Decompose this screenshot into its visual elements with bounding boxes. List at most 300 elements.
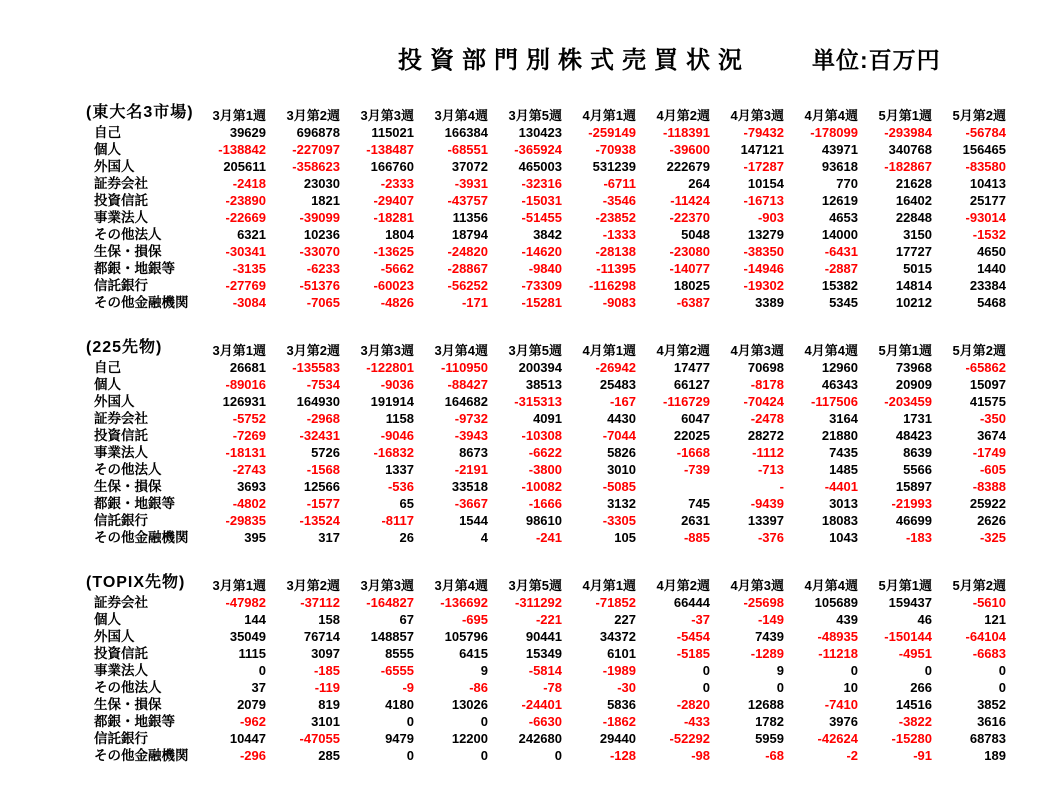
value-cell: 0 (702, 663, 710, 678)
value-cell: -605 (979, 462, 1006, 477)
value-cell: 41575 (969, 394, 1006, 409)
value-cell: -325 (979, 530, 1006, 545)
value-cell: -68 (765, 748, 784, 763)
value-cell: -1333 (602, 227, 636, 242)
value-cell: -3931 (454, 176, 488, 191)
value-cell: -22370 (669, 210, 710, 225)
value-cell: 25922 (969, 496, 1006, 511)
section-label: (TOPIX先物) (86, 574, 186, 591)
value-cell: 148857 (370, 629, 414, 644)
week-column-header: 3月第3週 (360, 578, 414, 593)
table-row (86, 662, 1012, 679)
week-column-header: 3月第1週 (212, 108, 266, 123)
value-cell: 10154 (747, 176, 784, 191)
value-cell: -39600 (669, 142, 710, 157)
value-cell: -903 (757, 210, 784, 225)
value-cell: -65862 (965, 360, 1006, 375)
value-cell: -39099 (299, 210, 340, 225)
value-cell: -293984 (884, 125, 932, 140)
week-column-header: 3月第4週 (434, 578, 488, 593)
value-cell: -128 (609, 748, 636, 763)
value-cell: 68783 (969, 731, 1006, 746)
value-cell: 12200 (451, 731, 488, 746)
value-cell: 33518 (451, 479, 488, 494)
row-label: 信託銀行 (94, 278, 148, 293)
value-cell: -14620 (521, 244, 562, 259)
week-column-header: 5月第2週 (952, 108, 1006, 123)
value-cell: 264 (688, 176, 710, 191)
table-row (86, 192, 1012, 209)
value-cell: 0 (480, 748, 488, 763)
value-cell: -10082 (521, 479, 562, 494)
value-cell: 76714 (303, 629, 340, 644)
value-cell: 65 (399, 496, 414, 511)
value-cell: 105796 (444, 629, 488, 644)
week-column-header: 5月第1週 (878, 343, 932, 358)
value-cell: 1782 (755, 714, 784, 729)
value-cell: 227 (614, 612, 636, 627)
value-cell: 15349 (525, 646, 562, 661)
value-cell: -5085 (602, 479, 636, 494)
value-cell: 18025 (673, 278, 710, 293)
value-cell: 1485 (829, 462, 858, 477)
value-cell: 23030 (303, 176, 340, 191)
section-nikkei225-futures (0, 334, 1058, 546)
value-cell: -70424 (743, 394, 784, 409)
value-cell: -6555 (380, 663, 414, 678)
nikkei225-futures-table (86, 342, 1012, 546)
value-cell: -164827 (366, 595, 414, 610)
value-cell: -68551 (447, 142, 488, 157)
value-cell: 35049 (229, 629, 266, 644)
value-cell: -37 (691, 612, 710, 627)
value-cell: 4 (480, 530, 488, 545)
value-cell: 14516 (895, 697, 932, 712)
value-cell: -60023 (373, 278, 414, 293)
value-cell: 46 (917, 612, 932, 627)
value-cell: -1577 (306, 496, 340, 511)
row-label: その他法人 (94, 227, 162, 242)
value-cell: -7534 (306, 377, 340, 392)
value-cell: 7435 (829, 445, 858, 460)
value-cell: 3616 (977, 714, 1006, 729)
value-cell: -29835 (225, 513, 266, 528)
value-cell: -93014 (965, 210, 1006, 225)
value-cell: -19302 (743, 278, 784, 293)
table-row (86, 747, 1012, 764)
value-cell: -71852 (595, 595, 636, 610)
value-cell: 4653 (829, 210, 858, 225)
value-cell: 3842 (533, 227, 562, 242)
week-column-header: 5月第2週 (952, 578, 1006, 593)
value-cell: -15031 (521, 193, 562, 208)
value-cell: 25483 (599, 377, 636, 392)
topix-futures-table (86, 577, 1012, 764)
value-cell: 67 (399, 612, 414, 627)
value-cell: -9046 (380, 428, 414, 443)
value-cell: -315313 (514, 394, 562, 409)
value-cell: -24401 (521, 697, 562, 712)
value-cell: -1668 (676, 445, 710, 460)
value-cell: -27769 (225, 278, 266, 293)
week-column-header: 4月第1週 (582, 578, 636, 593)
value-cell: -7065 (306, 295, 340, 310)
value-cell: 21628 (895, 176, 932, 191)
value-cell: 0 (554, 748, 562, 763)
value-cell: 39629 (229, 125, 266, 140)
value-cell: 531239 (592, 159, 636, 174)
table-row (86, 512, 1012, 529)
value-cell: 43971 (821, 142, 858, 157)
row-label: 投資信託 (94, 428, 148, 443)
table-row (86, 427, 1012, 444)
value-cell: -116298 (589, 278, 636, 293)
week-column-header: 5月第1週 (878, 108, 932, 123)
value-cell: -365924 (514, 142, 562, 157)
value-cell: 0 (406, 748, 414, 763)
value-cell: -51376 (299, 278, 340, 293)
value-cell: -5610 (972, 595, 1006, 610)
value-cell: 12566 (303, 479, 340, 494)
value-cell: 8555 (385, 646, 414, 661)
value-cell: -2333 (380, 176, 414, 191)
value-cell: -7269 (232, 428, 266, 443)
value-cell: -138487 (366, 142, 414, 157)
value-cell: 38513 (525, 377, 562, 392)
row-label: その他法人 (94, 462, 162, 477)
value-cell: 144 (244, 612, 266, 627)
value-cell: -10308 (521, 428, 562, 443)
value-cell: -259149 (588, 125, 636, 140)
value-cell: 5826 (607, 445, 636, 460)
week-column-header: 4月第4週 (804, 578, 858, 593)
row-label: 外国人 (94, 394, 135, 409)
value-cell: 4430 (607, 411, 636, 426)
week-column-header: 4月第3週 (730, 343, 784, 358)
value-cell: 1440 (977, 261, 1006, 276)
value-cell: -221 (535, 612, 562, 627)
value-cell: -4826 (380, 295, 414, 310)
value-cell: -1862 (602, 714, 636, 729)
row-label: 個人 (94, 377, 121, 392)
value-cell: -23890 (225, 193, 266, 208)
value-cell: -135583 (292, 360, 340, 375)
value-cell: -14946 (743, 261, 784, 276)
value-cell: -16832 (373, 445, 414, 460)
page-title: 投資部門別株式売買状況 (398, 47, 750, 74)
value-cell: -3546 (602, 193, 636, 208)
value-cell: 17727 (895, 244, 932, 259)
row-label: その他法人 (94, 680, 162, 695)
week-column-header: 5月第1週 (878, 578, 932, 593)
value-cell: 156465 (962, 142, 1006, 157)
section-label: (225先物) (86, 339, 163, 356)
value-cell: 22025 (673, 428, 710, 443)
value-cell: -4401 (824, 479, 858, 494)
value-cell: 166384 (444, 125, 488, 140)
value-cell: -8178 (750, 377, 784, 392)
value-cell: -118391 (663, 125, 710, 140)
value-cell: -9439 (750, 496, 784, 511)
row-label: 事業法人 (94, 210, 148, 225)
value-cell: 115021 (371, 125, 414, 140)
table-row (86, 696, 1012, 713)
value-cell: -5814 (528, 663, 562, 678)
table-row (86, 175, 1012, 192)
row-label: 証券会社 (94, 411, 148, 426)
value-cell: -9 (402, 680, 414, 695)
value-cell: 200394 (518, 360, 562, 375)
value-cell (642, 478, 716, 495)
title-row (0, 0, 1058, 75)
value-cell: -6683 (972, 646, 1006, 661)
value-cell: -2418 (232, 176, 266, 191)
week-column-header: 3月第1週 (212, 578, 266, 593)
value-cell: 1043 (829, 530, 858, 545)
table-row (86, 226, 1012, 243)
value-cell: -7044 (602, 428, 636, 443)
table-row (86, 243, 1012, 260)
section-topix-futures (0, 569, 1058, 764)
week-column-header: 4月第3週 (730, 578, 784, 593)
value-cell: 12619 (821, 193, 858, 208)
week-column-header: 4月第1週 (582, 343, 636, 358)
value-cell: 73968 (895, 360, 932, 375)
value-cell: 5345 (829, 295, 858, 310)
week-column-header: 4月第2週 (656, 108, 710, 123)
value-cell: - (779, 479, 784, 494)
table-row (86, 141, 1012, 158)
value-cell: -6387 (676, 295, 710, 310)
value-cell: 25177 (969, 193, 1006, 208)
value-cell: 22848 (895, 210, 932, 225)
value-cell: -1666 (528, 496, 562, 511)
value-cell: 1804 (385, 227, 414, 242)
value-cell: 4091 (533, 411, 562, 426)
value-cell: 164930 (296, 394, 340, 409)
value-cell: -1749 (972, 445, 1006, 460)
value-cell: -1112 (752, 445, 784, 460)
value-cell: -56252 (447, 278, 488, 293)
row-label: 生保・損保 (94, 244, 162, 259)
value-cell: -52292 (669, 731, 710, 746)
value-cell: 3389 (755, 295, 784, 310)
value-cell: 93618 (821, 159, 858, 174)
value-cell: -713 (757, 462, 784, 477)
value-cell: 5726 (311, 445, 340, 460)
value-cell: -18281 (373, 210, 414, 225)
value-cell: -2820 (676, 697, 710, 712)
value-cell: 439 (836, 612, 858, 627)
value-cell: 166760 (370, 159, 414, 174)
value-cell: -26942 (595, 360, 636, 375)
value-cell: 12960 (821, 360, 858, 375)
value-cell: 66444 (673, 595, 710, 610)
week-column-header: 4月第2週 (656, 343, 710, 358)
row-label: 都銀・地銀等 (94, 261, 175, 276)
value-cell: 465003 (518, 159, 562, 174)
value-cell: -5454 (676, 629, 710, 644)
value-cell: 13279 (747, 227, 784, 242)
value-cell: 16402 (895, 193, 932, 208)
value-cell: 4180 (385, 697, 414, 712)
value-cell: -9083 (602, 295, 636, 310)
value-cell: -9036 (380, 377, 414, 392)
markets-table (86, 107, 1012, 311)
value-cell: 164682 (444, 394, 488, 409)
row-label: 事業法人 (94, 663, 148, 678)
table-row (86, 478, 1012, 495)
value-cell: 70698 (747, 360, 784, 375)
value-cell: 17477 (673, 360, 710, 375)
row-label: 個人 (94, 612, 121, 627)
value-cell: 745 (688, 496, 710, 511)
value-cell: 66127 (673, 377, 710, 392)
value-cell: 26 (399, 530, 414, 545)
value-cell: -1289 (750, 646, 784, 661)
value-cell: 121 (984, 612, 1006, 627)
value-cell: 10 (843, 680, 858, 695)
week-column-header: 4月第4週 (804, 108, 858, 123)
value-cell: -2478 (750, 411, 784, 426)
value-cell: -28867 (447, 261, 488, 276)
table-row (86, 529, 1012, 546)
value-cell: 0 (258, 663, 266, 678)
value-cell: -6431 (824, 244, 858, 259)
table-row (86, 611, 1012, 628)
value-cell: -1989 (602, 663, 636, 678)
value-cell: -30341 (225, 244, 266, 259)
value-cell: -11218 (818, 646, 858, 661)
value-cell: -182867 (884, 159, 932, 174)
value-cell: -42624 (817, 731, 858, 746)
table-row (86, 730, 1012, 747)
value-cell: 0 (776, 680, 784, 695)
value-cell: -536 (387, 479, 414, 494)
value-cell: 1115 (238, 646, 266, 661)
value-cell: -6622 (528, 445, 562, 460)
value-cell: -296 (239, 748, 266, 763)
week-column-header: 4月第4週 (804, 343, 858, 358)
row-label: 投資信託 (94, 193, 148, 208)
value-cell: 21880 (821, 428, 858, 443)
row-label: 都銀・地銀等 (94, 496, 175, 511)
value-cell: -149 (757, 612, 784, 627)
value-cell: 3013 (829, 496, 858, 511)
value-cell: -376 (757, 530, 784, 545)
row-label: その他金融機関 (94, 530, 189, 545)
value-cell: -4951 (898, 646, 932, 661)
table-row (86, 628, 1012, 645)
value-cell: 0 (998, 680, 1006, 695)
value-cell: 1158 (385, 411, 414, 426)
value-cell: 15897 (895, 479, 932, 494)
value-cell: 205611 (223, 159, 266, 174)
table-row (86, 376, 1012, 393)
value-cell: -30 (617, 680, 636, 695)
value-cell: -25698 (743, 595, 784, 610)
table-row (86, 410, 1012, 427)
table-row (86, 158, 1012, 175)
value-cell: 3852 (977, 697, 1006, 712)
value-cell: -150144 (884, 629, 932, 644)
week-column-header: 3月第5週 (508, 578, 562, 593)
value-cell: 4650 (977, 244, 1006, 259)
section-tokyo-osaka-nagoya-markets (0, 99, 1058, 311)
week-column-header: 3月第2週 (286, 578, 340, 593)
value-cell: -5662 (380, 261, 414, 276)
row-label: 自己 (94, 360, 121, 375)
value-cell: 20909 (895, 377, 932, 392)
value-cell: 3010 (607, 462, 636, 477)
value-cell: 130423 (518, 125, 562, 140)
value-cell: 14814 (895, 278, 932, 293)
week-column-header: 3月第2週 (286, 108, 340, 123)
value-cell: 6415 (459, 646, 488, 661)
value-cell: 8673 (459, 445, 488, 460)
row-label: 投資信託 (94, 646, 148, 661)
value-cell: 285 (318, 748, 340, 763)
value-cell: 0 (850, 663, 858, 678)
value-cell: 29440 (599, 731, 636, 746)
row-label: 外国人 (94, 629, 135, 644)
value-cell: 1731 (903, 411, 932, 426)
value-cell: 3164 (829, 411, 858, 426)
value-cell: -5185 (676, 646, 710, 661)
value-cell: -43757 (447, 193, 488, 208)
value-cell: -171 (461, 295, 488, 310)
value-cell: -88427 (447, 377, 488, 392)
value-cell: -32431 (299, 428, 340, 443)
value-cell: -1532 (972, 227, 1006, 242)
value-cell: 90441 (525, 629, 562, 644)
value-cell: -185 (313, 663, 340, 678)
row-label: 証券会社 (94, 595, 148, 610)
value-cell: 189 (984, 748, 1006, 763)
value-cell: 5959 (755, 731, 784, 746)
table-row (86, 124, 1012, 141)
table-row (86, 495, 1012, 512)
value-cell: 0 (480, 714, 488, 729)
value-cell: -14077 (669, 261, 710, 276)
value-cell: -203459 (884, 394, 932, 409)
value-cell: 7439 (755, 629, 784, 644)
value-cell: 242680 (518, 731, 562, 746)
value-cell: 13397 (747, 513, 784, 528)
value-cell: -11424 (670, 193, 710, 208)
value-cell: -37112 (300, 595, 340, 610)
value-cell: 266 (910, 680, 932, 695)
value-cell: -89016 (225, 377, 266, 392)
value-cell: -13625 (373, 244, 414, 259)
value-cell: -2191 (454, 462, 488, 477)
value-cell: 6047 (681, 411, 710, 426)
value-cell: 158 (318, 612, 340, 627)
value-cell: -3305 (602, 513, 636, 528)
value-cell: -138842 (218, 142, 266, 157)
value-cell: 3976 (829, 714, 858, 729)
value-cell: -350 (979, 411, 1006, 426)
table-row (86, 209, 1012, 226)
value-cell: 105 (614, 530, 636, 545)
value-cell: 37 (251, 680, 266, 695)
value-cell: 126931 (222, 394, 266, 409)
table-row (86, 713, 1012, 730)
value-cell: 46343 (821, 377, 858, 392)
row-label: 生保・損保 (94, 697, 162, 712)
value-cell: 6101 (607, 646, 636, 661)
value-cell: -47055 (299, 731, 340, 746)
